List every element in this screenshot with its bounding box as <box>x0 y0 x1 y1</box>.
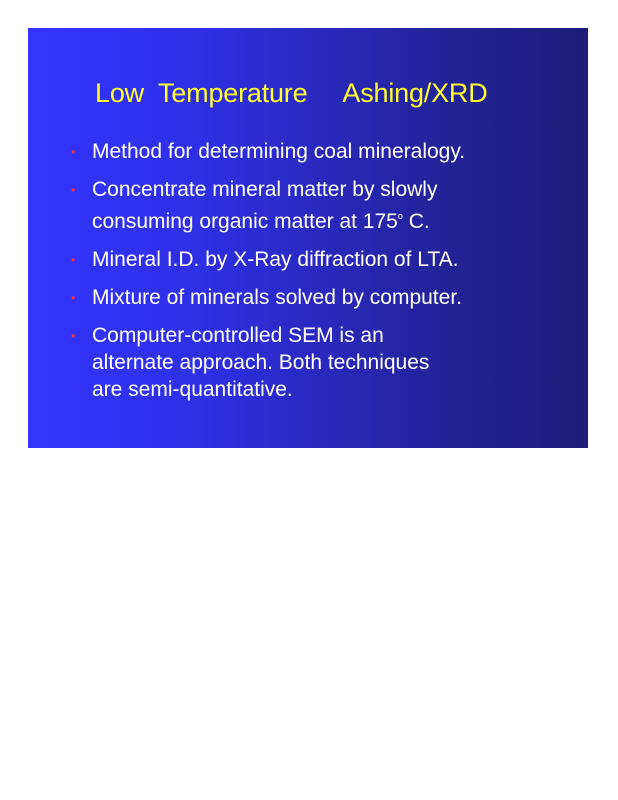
bullet-dot-icon: • <box>71 253 76 267</box>
bullet-item <box>68 322 568 403</box>
bullet-item <box>68 138 568 165</box>
bullet-text-suffix: C. <box>402 210 430 233</box>
slide-title: Low Temperature Ashing/XRD <box>95 78 488 108</box>
bullet-text: Computer-controlled SEM is an alternate approach. Both techniques are semi-quantitative. <box>92 324 430 401</box>
bullet-text: Mixture of minerals solved by computer. <box>92 286 462 309</box>
bullet-text: Concentrate mineral matter by slowly consuming organic matter at 175 <box>92 178 438 233</box>
degree-superscript: o <box>397 211 403 221</box>
bullet-text: Method for determining coal mineralogy. <box>92 140 466 163</box>
bullet-dot-icon: • <box>71 291 76 305</box>
bullet-dot-icon: • <box>71 145 76 159</box>
bullet-item <box>68 246 568 273</box>
bullet-item <box>68 176 568 235</box>
bullet-dot-icon: • <box>71 183 76 197</box>
bullet-list <box>68 138 568 414</box>
bullet-text: Mineral I.D. by X-Ray diffraction of LTA. <box>92 248 459 271</box>
slide <box>28 28 588 448</box>
bullet-item <box>68 284 568 311</box>
bullet-dot-icon: • <box>71 329 76 343</box>
